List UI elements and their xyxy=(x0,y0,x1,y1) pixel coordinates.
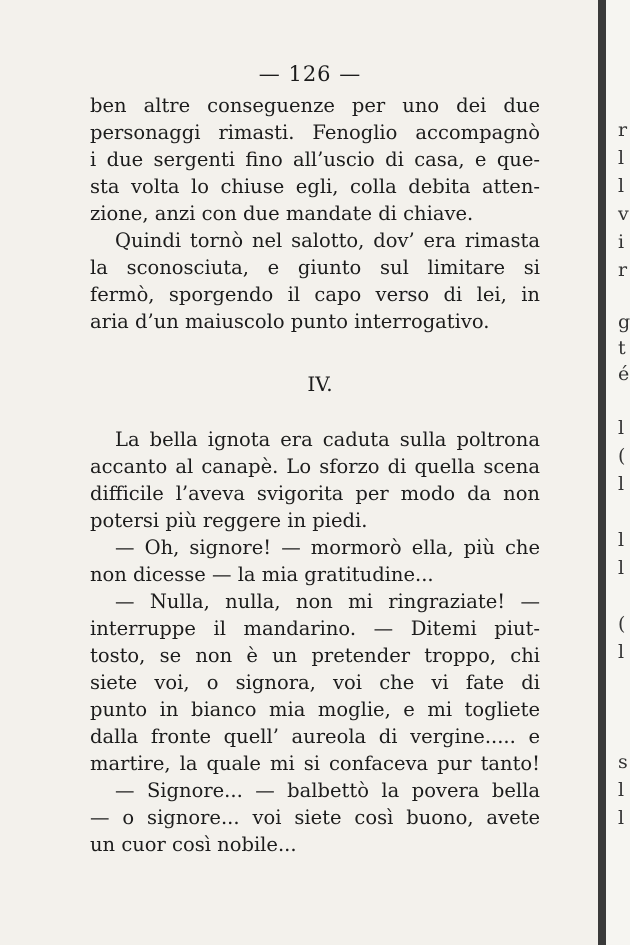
text-line: fermò, sporgendo il capo verso di lei, in xyxy=(90,283,540,306)
edge-letter: l xyxy=(618,417,625,439)
edge-letter: l xyxy=(618,473,625,495)
adjacent-page-edge xyxy=(606,0,630,945)
text-line: difficile l’aveva svigorita per modo da non xyxy=(90,482,540,505)
edge-letter: g xyxy=(618,311,630,333)
text-line: la sconosciuta, e giunto sul limitare si xyxy=(90,256,540,279)
page-number: — 126 — xyxy=(258,62,362,86)
text-line: martire, la quale mi si confaceva pur tanto! xyxy=(90,752,540,775)
edge-letter: t xyxy=(618,337,626,359)
chapter-heading: IV. xyxy=(307,372,333,396)
text-line: punto in bianco mia moglie, e mi togliete xyxy=(90,698,540,721)
text-line: un cuor così nobile... xyxy=(90,833,297,856)
edge-letter: i xyxy=(618,231,625,253)
text-line: tosto, se non è un pretender troppo, chi xyxy=(90,644,540,667)
text-line: — Nulla, nulla, non mi ringraziate! — xyxy=(115,590,540,613)
text-line: La bella ignota era caduta sulla poltrona xyxy=(115,428,540,451)
text-line: accanto al canapè. Lo sforzo di quella scena xyxy=(90,455,540,478)
bottom-paragraphs xyxy=(90,426,540,858)
text-line: siete voi, o signora, voi che vi fate di xyxy=(90,671,540,694)
edge-letter: l xyxy=(618,529,625,551)
text-line: sta volta lo chiuse egli, colla debita atten- xyxy=(90,175,540,198)
edge-letter: l xyxy=(618,175,625,197)
edge-letter: v xyxy=(618,203,629,225)
edge-letter: r xyxy=(618,119,628,141)
book-gutter xyxy=(598,0,606,945)
edge-letter: l xyxy=(618,557,625,579)
text-line: interruppe il mandarino. — Ditemi piut- xyxy=(90,617,540,640)
edge-letter: l xyxy=(618,779,625,801)
top-paragraphs xyxy=(90,92,540,335)
text-line: — Signore... — balbettò la povera bella xyxy=(115,779,540,802)
edge-letter: ( xyxy=(618,613,626,635)
edge-letter: l xyxy=(618,641,625,663)
text-line: i due sergenti fino all’uscio di casa, e que- xyxy=(90,148,540,171)
text-line: — Oh, signore! — mormorò ella, più che xyxy=(115,536,540,559)
text-line: — o signore... voi siete così buono, avete xyxy=(90,806,540,829)
edge-letter: é xyxy=(618,363,630,385)
edge-letter: l xyxy=(618,807,625,829)
edge-letter: l xyxy=(618,147,625,169)
text-line: personaggi rimasti. Fenoglio accompagnò xyxy=(90,121,540,144)
text-line: aria d’un maiuscolo punto interrogativo. xyxy=(90,310,490,333)
edge-letter: r xyxy=(618,259,628,281)
edge-letter: s xyxy=(618,751,628,773)
text-line: Quindi tornò nel salotto, dov’ era rimasta xyxy=(115,229,540,252)
text-line: zione, anzi con due mandate di chiave. xyxy=(90,202,474,225)
text-line: non dicesse — la mia gratitudine... xyxy=(90,563,434,586)
edge-letter: ( xyxy=(618,445,626,467)
text-line: potersi più reggere in piedi. xyxy=(90,509,368,532)
text-line: dalla fronte quell’ aureola di vergine..... e xyxy=(90,725,540,748)
text-line: ben altre conseguenze per uno dei due xyxy=(90,94,540,117)
